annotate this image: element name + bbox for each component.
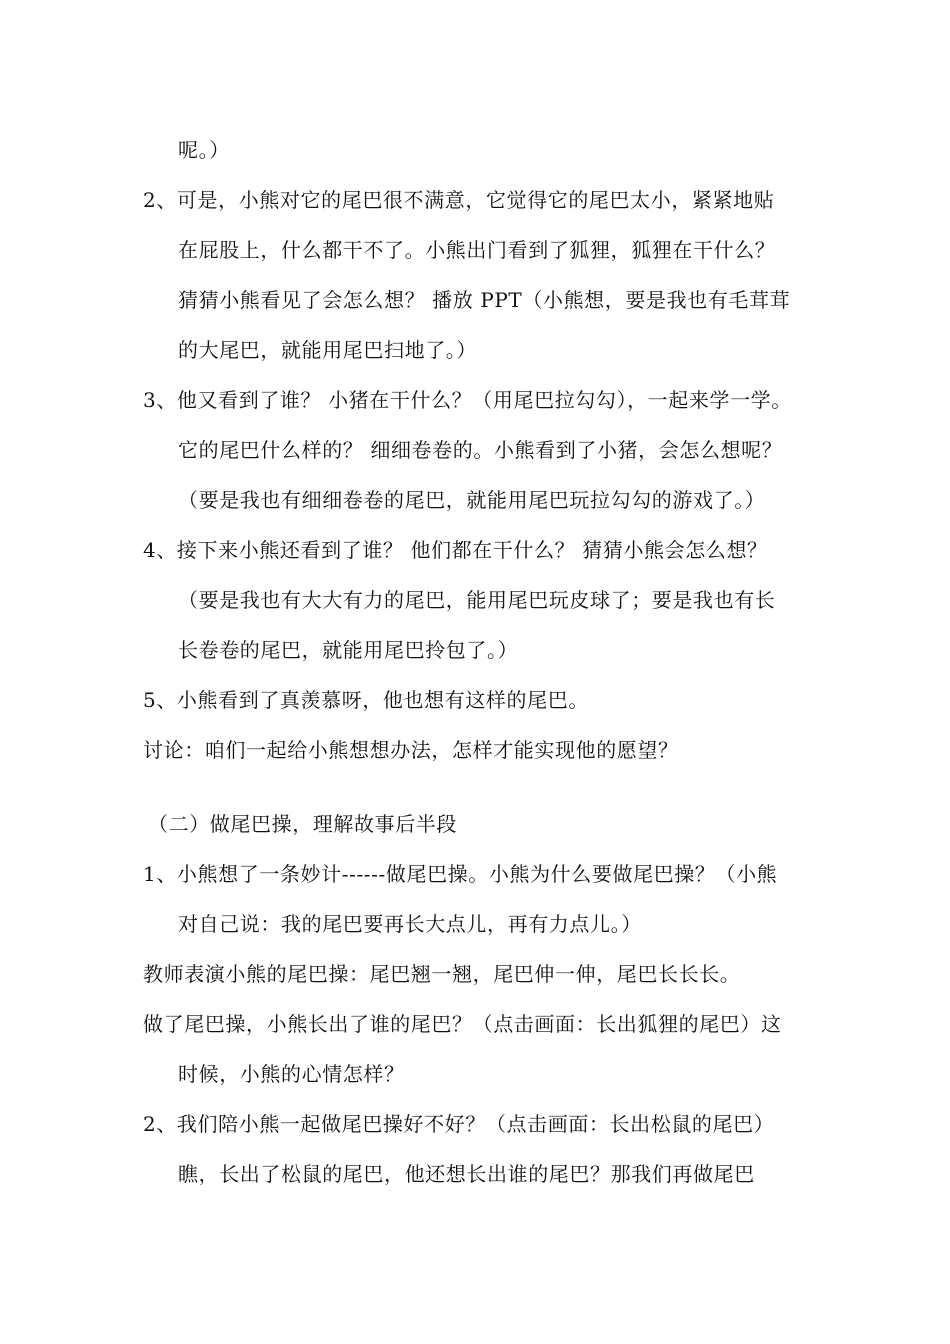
text-line: 它的尾巴什么样的？ 细细卷卷的。小熊看到了小猪，会怎么想呢？ bbox=[178, 438, 783, 462]
text-line: 教师表演小熊的尾巴操：尾巴翘一翘，尾巴伸一伸，尾巴长长长。 bbox=[143, 962, 741, 986]
text-line: 猜猜小熊看见了会怎么想？ 播放 PPT（小熊想，要是我也有毛茸茸 bbox=[178, 288, 791, 312]
text-line: 1、小熊想了一条妙计------做尾巴操。小熊为什么要做尾巴操？（小熊 bbox=[143, 862, 778, 886]
text-line: 5、小熊看到了真羡慕呀，他也想有这样的尾巴。 bbox=[143, 688, 589, 712]
text-line: 讨论：咱们一起给小熊想想办法，怎样才能实现他的愿望？ bbox=[143, 738, 679, 762]
text-line: 时候，小熊的心情怎样？ bbox=[178, 1062, 405, 1086]
text-line: 的大尾巴，就能用尾巴扫地了。） bbox=[178, 338, 477, 362]
text-line: 4、接下来小熊还看到了谁？ 他们都在干什么？ 猜猜小熊会怎么想？ bbox=[143, 538, 768, 562]
text-line: 呢。） bbox=[178, 138, 230, 162]
text-line: （要是我也有细细卷卷的尾巴，就能用尾巴玩拉勾勾的游戏了。） bbox=[178, 488, 766, 512]
text-line: 对自己说：我的尾巴要再长大点儿，再有力点儿。） bbox=[178, 912, 642, 936]
text-line: 2、我们陪小熊一起做尾巴操好不好？（点击画面：长出松鼠的尾巴） bbox=[143, 1112, 775, 1136]
text-line: 在屁股上，什么都干不了。小熊出门看到了狐狸，狐狸在干什么？ bbox=[178, 238, 776, 262]
text-line: 2、可是，小熊对它的尾巴很不满意，它觉得它的尾巴太小，紧紧地贴 bbox=[143, 188, 775, 212]
text-line: 做了尾巴操，小熊长出了谁的尾巴？（点击画面：长出狐狸的尾巴）这 bbox=[143, 1012, 782, 1036]
text-line: 3、他又看到了谁？ 小猪在干什么？（用尾巴拉勾勾），一起来学一学。 bbox=[143, 388, 792, 412]
text-line: 瞧，长出了松鼠的尾巴，他还想长出谁的尾巴？那我们再做尾巴 bbox=[178, 1162, 755, 1186]
text-line: 长卷卷的尾巴，就能用尾巴拎包了。） bbox=[178, 638, 519, 662]
text-line: （要是我也有大大有力的尾巴，能用尾巴玩皮球了；要是我也有长 bbox=[178, 588, 776, 612]
section-heading: （二）做尾巴操，理解故事后半段 bbox=[148, 812, 457, 836]
